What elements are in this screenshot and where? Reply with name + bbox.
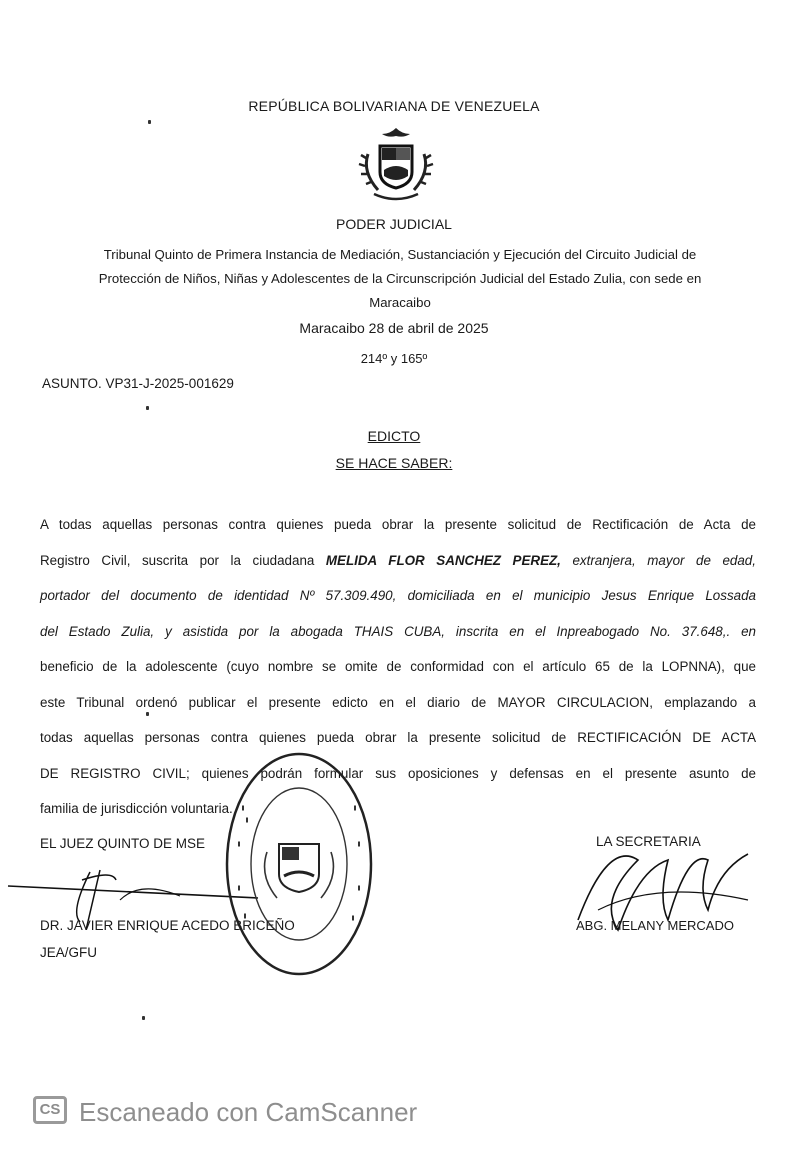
document-initials: JEA/GFU (40, 945, 98, 960)
coat-of-arms-emblem (356, 124, 436, 206)
country-heading: REPÚBLICA BOLIVARIANA DE VENEZUELA (248, 98, 540, 114)
secretary-title: LA SECRETARIA (596, 834, 701, 849)
judge-title: EL JUEZ QUINTO DE MSE (40, 836, 206, 851)
document-date: Maracaibo 28 de abril de 2025 (299, 320, 489, 336)
body-line: del Estado Zulia, y asistida por la abogada THAIS CUBA, inscrita en el Inpreabogado No. 37.648,. en (40, 623, 756, 639)
body-line: este Tribunal ordenó publicar el presente edicto en el diario de MAYOR CIRCULACION, emplazando a (40, 694, 756, 710)
court-line-1: Tribunal Quinto de Primera Instancia de Mediación, Sustanciación y Ejecución del Circuito Judicial de (103, 247, 697, 262)
case-subject: ASUNTO. VP31-J-2025-001629 (42, 376, 234, 391)
court-name (50, 243, 750, 315)
scan-speck (146, 406, 149, 410)
court-seal (222, 748, 376, 980)
camscanner-logo: CS (33, 1096, 67, 1124)
body-line: A todas aquellas personas contra quienes pueda obrar la presente solicitud de Rectificación de Acta de (40, 517, 756, 532)
judge-name: DR. JAVIER ENRIQUE ACEDO BRICEÑO (40, 918, 295, 933)
applicant-name: MELIDA FLOR SANCHEZ PEREZ, (325, 552, 561, 568)
scan-speck (146, 712, 149, 716)
body-line: familia de jurisdicción voluntaria. (40, 801, 233, 816)
body-line: DE REGISTRO CIVIL; quienes podrán formular sus oposiciones y defensas en el presente asunto de (40, 765, 756, 781)
court-line-3: Maracaibo (369, 295, 431, 310)
body-line: portador del documento de identidad Nº 57.309.490, domiciliada en el municipio Jesus Enrique Lossada (40, 588, 756, 603)
judicial-power-heading: PODER JUDICIAL (336, 216, 452, 232)
edict-body (40, 507, 756, 827)
edict-subtitle: SE HACE SABER: (335, 455, 453, 471)
scan-speck (142, 1016, 145, 1020)
body-line: beneficio de la adolescente (cuyo nombre se omite de conformidad con el artículo 65 de la LOPNNA), que (40, 659, 756, 674)
body-line (40, 543, 756, 579)
court-line-2: Protección de Niños, Niñas y Adolescentes de la Circunscripción Judicial del Estado Zulia, con sede en (98, 271, 702, 286)
independence-years: 214º y 165º (360, 351, 428, 366)
body-line: todas aquellas personas contra quienes pueda obrar la presente solicitud de RECTIFICACIÓN DE ACTA (40, 730, 756, 745)
body-line-text: extranjera, mayor de edad, (560, 552, 756, 568)
body-line-text: Registro Civil, suscrita por la ciudadana (40, 552, 326, 568)
scan-speck (148, 120, 151, 124)
camscanner-watermark: Escaneado con CamScanner (79, 1097, 418, 1127)
edict-title: EDICTO (367, 428, 421, 444)
secretary-name: ABG. MELANY MERCADO (576, 918, 734, 933)
